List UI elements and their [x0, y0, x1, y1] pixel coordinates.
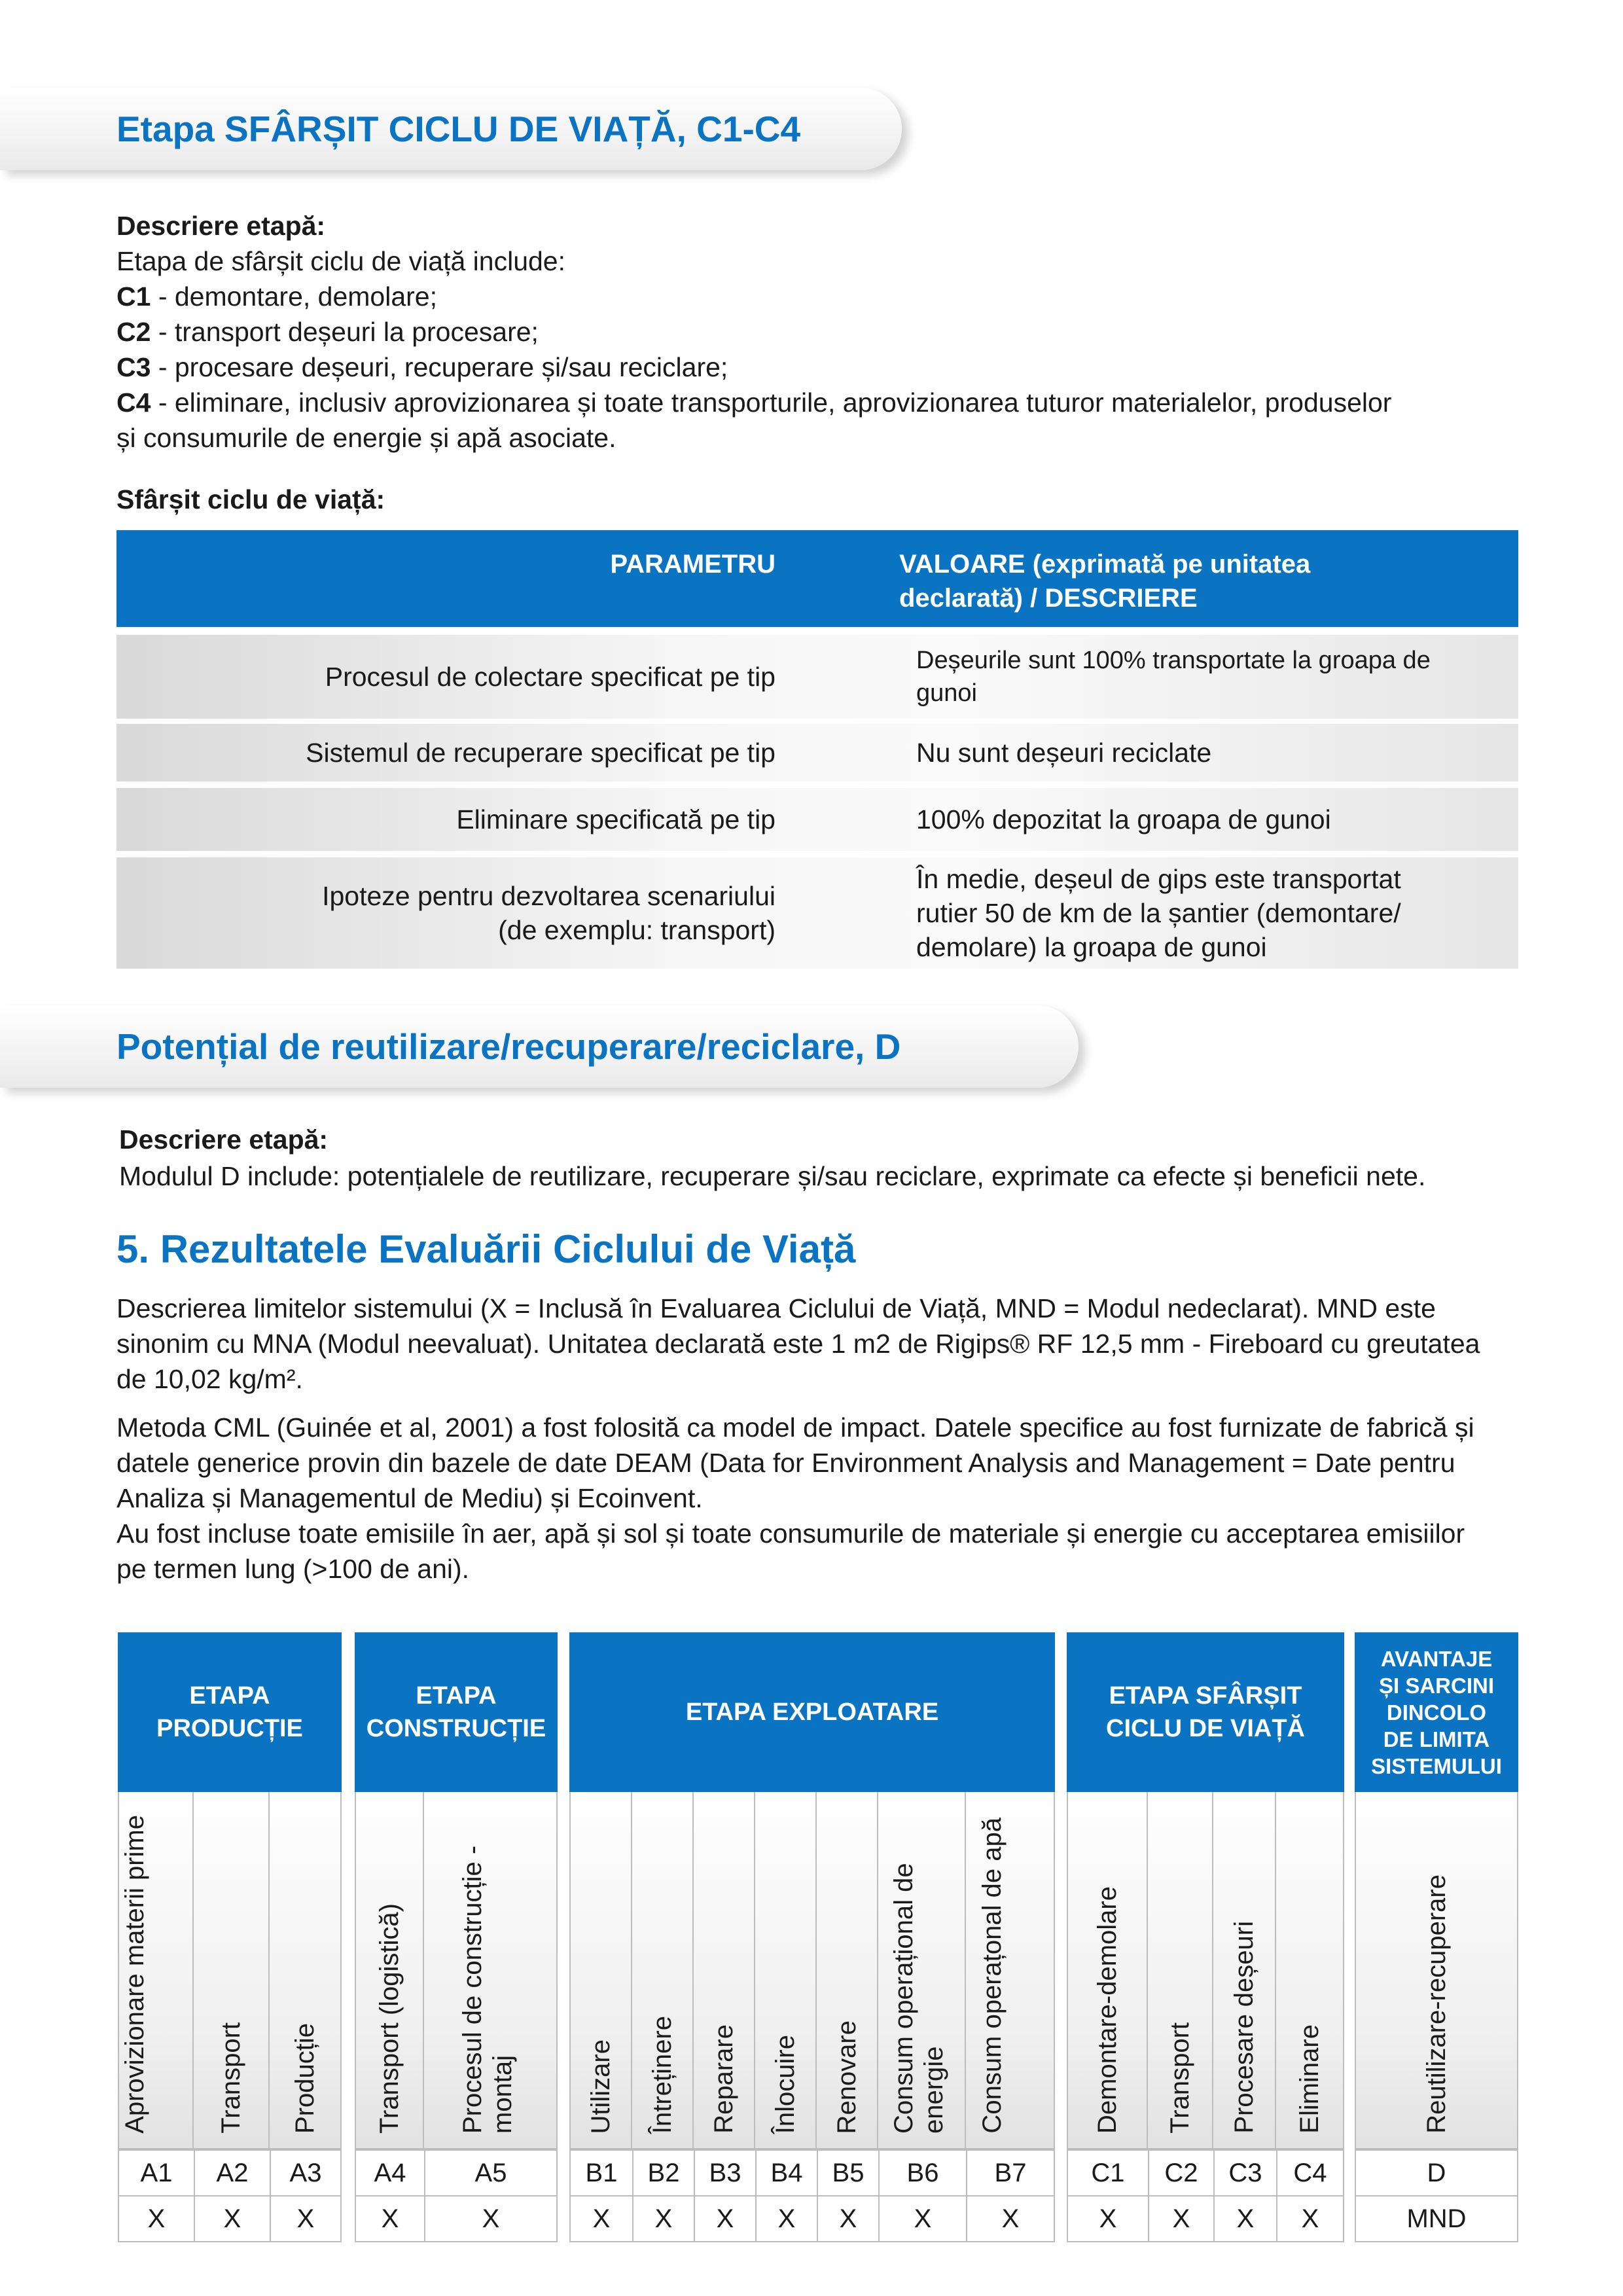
module-column	[632, 1792, 694, 2149]
parameter-name-line: (de exemplu: transport)	[498, 915, 776, 945]
parameter-name-line: Sistemul de recuperare specificat pe tip	[306, 738, 776, 768]
module-column	[878, 1792, 966, 2149]
stage-item-continuation: și consumurile de energie și apă asociate.	[116, 423, 616, 453]
paragraph-line: Au fost incluse toate emisiile în aer, apă și sol și toate consumurile de materiale și energie cu acceptarea emisiilor	[116, 1518, 1465, 1549]
stage-item-code: C4	[116, 387, 151, 418]
module-column	[1355, 1792, 1518, 2149]
module-status: X	[878, 2195, 967, 2242]
parameter-value-line: Deșeurile sunt 100% transportate la groapa de	[916, 647, 1431, 674]
group-header-line: DE LIMITA	[1383, 1727, 1490, 1751]
module-code: B6	[878, 2149, 967, 2197]
module-label: Întreținere	[648, 2015, 677, 2134]
paragraph-line: Analiza și Managementul de Mediu) și Ecoinvent.	[116, 1483, 703, 1513]
group-header	[569, 1632, 1055, 1792]
module-status: X	[755, 2195, 818, 2242]
parameter-name	[306, 724, 776, 781]
lifecycle-modules-table	[0, 1632, 1623, 2233]
header-value-line: declarată) / DESCRIERE	[899, 584, 1198, 613]
group-header-line: ETAPA	[189, 1682, 270, 1710]
group-header-line: DINCOLO	[1386, 1700, 1487, 1725]
parameter-value-line: gunoi	[916, 679, 977, 707]
parameter-name	[322, 857, 776, 969]
group-header-line: CICLU DE VIAȚĂ	[1106, 1715, 1305, 1742]
module-code: C3	[1213, 2149, 1277, 2197]
module-label: Consum operațonal de apă	[978, 1818, 1007, 2134]
module-code: B3	[694, 2149, 757, 2197]
module-column	[1276, 1792, 1344, 2149]
module-column	[755, 1792, 817, 2149]
module-status: X	[966, 2195, 1055, 2242]
module-column	[270, 1792, 342, 2149]
parameter-row	[116, 635, 1518, 719]
stage-item	[116, 385, 1391, 420]
group-header-line: ȘI SARCINI	[1378, 1673, 1495, 1698]
parameter-value-line: Nu sunt deșeuri reciclate	[916, 738, 1212, 768]
module-code: B4	[755, 2149, 818, 2197]
module-status: X	[817, 2195, 880, 2242]
module-status: X	[118, 2195, 195, 2242]
paragraph-line: de 10,02 kg/m².	[116, 1364, 303, 1394]
module-label: Reutilizare-recuperare	[1422, 1874, 1451, 2134]
stage-item-text: - demontare, demolare;	[151, 281, 437, 312]
module-label: Transport	[1166, 2022, 1194, 2134]
module-column	[1213, 1792, 1276, 2149]
module-label: Procesare deșeuri	[1230, 1921, 1258, 2134]
group-header	[118, 1632, 342, 1792]
module-status: X	[694, 2195, 757, 2242]
module-label: Producție	[291, 2023, 319, 2134]
paragraph-line: sinonim cu MNA (Modul neevaluat). Unitatea declarată este 1 m2 de Rigips® RF 12,5 mm - Fireboard cu greutatea	[116, 1329, 1480, 1359]
module-status: X	[1276, 2195, 1344, 2242]
parameter-value-line: 100% depozitat la groapa de gunoi	[916, 804, 1331, 834]
stage-intro: Etapa de sfârșit ciclu de viață include:	[116, 246, 565, 276]
module-label: Aprovizionare materii prime	[120, 1815, 149, 2134]
module-status: X	[1213, 2195, 1277, 2242]
group-header-line: ETAPA SFÂRȘIT	[1109, 1682, 1302, 1710]
group-use	[569, 1632, 1055, 2233]
module-label: Demontare-demolare	[1093, 1886, 1122, 2134]
stage-item-text: - procesare deșeuri, recuperare și/sau reciclare;	[151, 352, 728, 382]
parameter-name	[456, 788, 776, 851]
parameter-value-line: rutier 50 de km de la șantier (demontare/	[916, 898, 1401, 928]
module-label: Procesul de construcție - montaj	[458, 1845, 517, 2134]
parameter-row	[116, 788, 1518, 851]
paragraph-line: Metoda CML (Guinée et al, 2001) a fost folosită ca model de impact. Datele specifice au fost furnizate de fabrică și	[116, 1412, 1474, 1443]
stage-item-code: C2	[116, 317, 151, 347]
module-status: X	[270, 2195, 342, 2242]
group-production	[118, 1632, 342, 2233]
group-header-line: CONSTRUCȚIE	[366, 1715, 546, 1742]
module-label: Înlocuire	[771, 2034, 800, 2134]
paragraph-line: pe termen lung (>100 de ani).	[116, 1554, 470, 1584]
module-status: X	[1067, 2195, 1149, 2242]
module-code: B7	[966, 2149, 1055, 2197]
module-label: Transport	[217, 2022, 245, 2134]
parameter-row	[116, 857, 1518, 969]
group-header-line: ETAPA	[416, 1682, 497, 1710]
stage-item-code: C3	[116, 352, 151, 382]
module-status: X	[569, 2195, 633, 2242]
module-code: A3	[270, 2149, 342, 2197]
module-code: B2	[632, 2149, 695, 2197]
header-parameter: PARAMETRU	[610, 550, 776, 579]
stage-item	[116, 314, 539, 350]
group-header-line: PRODUCȚIE	[156, 1715, 303, 1742]
paragraph-line: Descrierea limitelor sistemului (X = Inclusă în Evaluarea Ciclului de Viață, MND = Modul nedeclarat). MND este	[116, 1293, 1436, 1323]
module-status: MND	[1355, 2195, 1518, 2242]
module-status: X	[194, 2195, 271, 2242]
module-label: Transport (logistică)	[375, 1903, 404, 2134]
group-end-of-life	[1067, 1632, 1344, 2233]
module-column	[194, 1792, 270, 2149]
section-title: Potențial de reutilizare/recuperare/reciclare, D	[116, 1026, 901, 1067]
module-code: B1	[569, 2149, 633, 2197]
section-title-bar	[0, 1005, 1079, 1088]
parameter-row	[116, 724, 1518, 781]
module-code: A5	[424, 2149, 558, 2197]
module-column	[569, 1792, 632, 2149]
parameter-name-line: Ipoteze pentru dezvoltarea scenariului	[322, 881, 776, 911]
parameter-value	[916, 724, 1211, 781]
parameter-value	[916, 857, 1401, 969]
module-code: B5	[817, 2149, 880, 2197]
end-of-life-subheading: Sfârșit ciclu de viață:	[116, 484, 385, 514]
module-code: A2	[194, 2149, 271, 2197]
group-beyond-system-boundary	[1355, 1632, 1518, 2233]
parameter-table-header	[116, 530, 1518, 627]
module-code: A4	[355, 2149, 425, 2197]
stage-item-code: C1	[116, 281, 151, 312]
module-column	[817, 1792, 878, 2149]
stage-item	[116, 350, 728, 385]
stage-item-text: - eliminare, inclusiv aprovizionarea și toate transporturile, aprovizionarea tuturor materialelor, produselor	[151, 387, 1392, 418]
group-header-line: AVANTAJE	[1380, 1646, 1493, 1671]
paragraph-line: datele generice provin din bazele de date DEAM (Data for Environment Analysis and Management = Date pentru	[116, 1448, 1455, 1478]
module-column	[424, 1792, 558, 2149]
section-title: Etapa SFÂRȘIT CICLU DE VIAȚĂ, C1-C4	[116, 109, 801, 149]
module-status: X	[1148, 2195, 1215, 2242]
module-status: X	[424, 2195, 558, 2242]
parameter-name	[325, 635, 776, 719]
module-code: C4	[1276, 2149, 1344, 2197]
module-code: C1	[1067, 2149, 1149, 2197]
group-header	[1355, 1632, 1518, 1792]
group-header	[355, 1632, 558, 1792]
module-label: Utilizare	[586, 2039, 615, 2134]
parameter-value-line: În medie, deșeul de gips este transportat	[916, 864, 1401, 894]
group-construction	[355, 1632, 558, 2233]
parameter-name-line: Eliminare specificată pe tip	[456, 804, 776, 834]
module-label: Reparare	[709, 2024, 738, 2134]
module-column	[118, 1792, 194, 2149]
module-label: Consum operațional de energie	[889, 1863, 948, 2134]
stage-item	[116, 279, 437, 314]
parameter-value	[916, 635, 1431, 719]
parameter-value	[916, 788, 1331, 851]
stage-item-text: - transport deșeuri la procesare;	[151, 317, 539, 347]
header-value-line: VALOARE (exprimată pe unitatea	[899, 550, 1311, 579]
header-value	[899, 547, 1310, 615]
module-code: C2	[1148, 2149, 1215, 2197]
group-header-line: SISTEMULUI	[1371, 1753, 1502, 1778]
module-column	[694, 1792, 755, 2149]
group-header	[1067, 1632, 1344, 1792]
module-column	[1148, 1792, 1213, 2149]
module-column	[966, 1792, 1055, 2149]
module-status: X	[355, 2195, 425, 2242]
module-d-description: Modulul D include: potențialele de reutilizare, recuperare și/sau reciclare, exprimate ca efecte și beneficii nete.	[119, 1161, 1426, 1191]
module-label: Renovare	[832, 2020, 861, 2134]
parameter-name-line: Procesul de colectare specificat pe tip	[325, 662, 776, 692]
section-title-bar	[0, 88, 902, 170]
stage-description-label: Descriere etapă:	[116, 211, 326, 241]
module-column	[355, 1792, 424, 2149]
module-label: Eliminare	[1295, 2024, 1324, 2134]
group-header-line: ETAPA EXPLOATARE	[685, 1698, 939, 1726]
module-code: A1	[118, 2149, 195, 2197]
results-heading: 5. Rezultatele Evaluării Ciclului de Viață	[116, 1227, 856, 1271]
stage-description-label: Descriere etapă:	[119, 1124, 329, 1155]
parameter-value-line: demolare) la groapa de gunoi	[916, 932, 1267, 962]
module-code: D	[1355, 2149, 1518, 2197]
module-column	[1067, 1792, 1148, 2149]
module-status: X	[632, 2195, 695, 2242]
